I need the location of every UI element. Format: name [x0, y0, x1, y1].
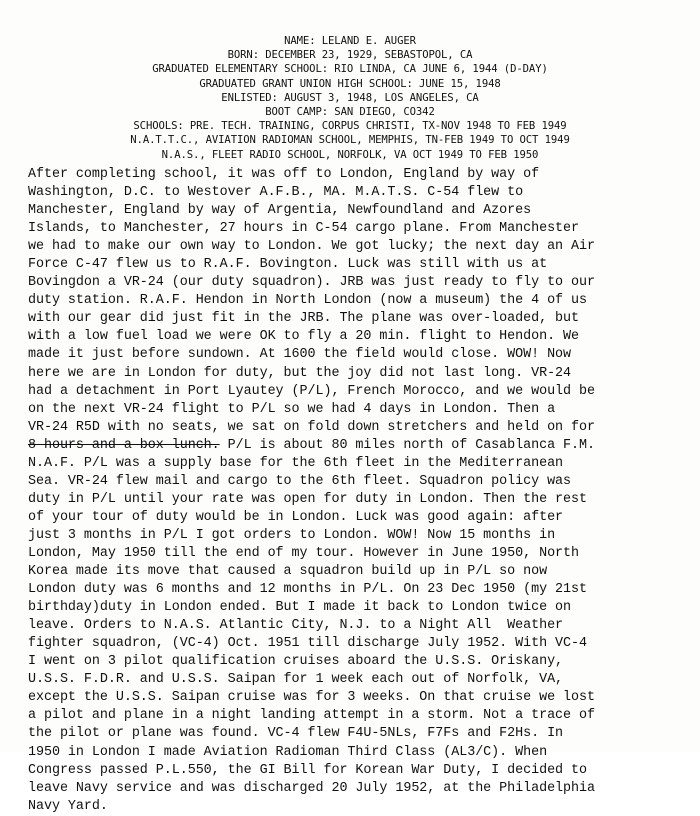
header-highschool-line: GRADUATED GRANT UNION HIGH SCHOOL: JUNE 15, 1948	[199, 77, 501, 90]
body-line: London, May 1950 till the end of my tour. However in June 1950, North	[28, 545, 580, 561]
body-line: London duty was 6 months and 12 months in P/L. On 23 Dec 1950 (my 21st	[28, 582, 587, 598]
body-line: Sea. VR-24 flew mail and cargo to the 6th fleet. Squadron policy was	[28, 473, 572, 489]
header-schools-line: SCHOOLS: PRE. TECH. TRAINING, CORPUS CHRISTI, TX-NOV 1948 TO FEB 1949	[133, 120, 567, 133]
body-line: U.S.S. F.D.R. and U.S.S. Saipan for 1 week each out of Norfolk, VA,	[28, 672, 564, 688]
body-line: 1950 in London I made Aviation Radioman Third Class (AL3/C). When	[28, 744, 548, 760]
body-line: with a low fuel load we were OK to fly a 20 min. flight to Hendon. We	[28, 329, 580, 345]
body-line: we had to make our own way to London. We got lucky; the next day an Air	[28, 239, 595, 255]
body-line: Washington, D.C. to Westover A.F.B., MA. M.A.T.S. C-54 flew to	[28, 185, 524, 201]
body-line: N.A.F. P/L was a supply base for the 6th fleet in the Mediterranean	[28, 455, 564, 471]
body-line: with our gear did just fit in the JRB. The plane was over-loaded, but	[28, 311, 580, 327]
body-line: VR-24 R5D with no seats, we sat on fold down stretchers and held on for	[28, 419, 595, 435]
body-line: Manchester, England by way of Argentia, Newfoundland and Azores	[28, 203, 532, 219]
header-bootcamp-line: BOOT CAMP: SAN DIEGO, CO342	[265, 106, 435, 119]
body-line: Force C-47 flew us to R.A.F. Bovington. Luck was still with us at	[28, 257, 548, 273]
header-nattc-line: N.A.T.T.C., AVIATION RADIOMAN SCHOOL, MEMPHIS, TN-FEB 1949 TO OCT 1949	[130, 134, 570, 147]
biographical-header	[0, 34, 700, 162]
body-line: Islands, to Manchester, 27 hours in C-54 cargo plane. From Manchester	[28, 221, 580, 237]
body-line: just 3 months in P/L I got orders to London. WOW! Now 15 months in	[28, 527, 556, 543]
body-line-struck	[28, 437, 700, 455]
body-line: Navy Yard.	[28, 798, 108, 814]
body-line: fighter squadron, (VC-4) Oct. 1951 till discharge July 1952. With VC-4	[28, 636, 587, 652]
struck-text: 8 hours and a box lunch.	[28, 437, 220, 453]
header-nas-line: N.A.S., FLEET RADIO SCHOOL, NORFOLK, VA OCT 1949 TO FEB 1950	[161, 148, 539, 161]
body-line: had a detachment in Port Lyautey (P/L), French Morocco, and we would be	[28, 383, 595, 399]
body-line: duty station. R.A.F. Hendon in North London (now a museum) the 4 of us	[28, 293, 587, 309]
struck-line-rest: P/L is about 80 miles north of Casablanca F.M.	[219, 437, 595, 453]
body-line: I went on 3 pilot qualification cruises aboard the U.S.S. Oriskany,	[28, 654, 564, 670]
body-line: birthday)duty in London ended. But I made it back to London twice on	[28, 600, 572, 616]
body-line: Congress passed P.L.550, the GI Bill for Korean War Duty, I decided to	[28, 762, 587, 778]
body-line: here we are in London for duty, but the joy did not last long. VR-24	[28, 365, 572, 381]
narrative-body	[28, 166, 700, 816]
body-line: except the U.S.S. Saipan cruise was for 3 weeks. On that cruise we lost	[28, 690, 595, 706]
body-line: of your tour of duty would be in London. Luck was good again: after	[28, 509, 564, 525]
body-line: on the next VR-24 flight to P/L so we had 4 days in London. Then a	[28, 401, 556, 417]
body-line: made it just before sundown. At 1600 the field would close. WOW! Now	[28, 347, 572, 363]
body-line: Bovingdon a VR-24 (our duty squadron). JRB was just ready to fly to our	[28, 275, 595, 291]
header-name-line: NAME: LELAND E. AUGER	[284, 35, 416, 47]
body-line: duty in P/L until your rate was open for duty in London. Then the rest	[28, 491, 587, 507]
body-line: After completing school, it was off to London, England by way of	[28, 167, 540, 182]
body-line: Korea made its move that caused a squadron build up in P/L so now	[28, 564, 548, 580]
header-enlisted-line: ENLISTED: AUGUST 3, 1948, LOS ANGELES, CA	[221, 91, 479, 104]
header-born-line: BORN: DECEMBER 23, 1929, SEBASTOPOL, CA	[227, 49, 473, 62]
body-line: leave. Orders to N.A.S. Atlantic City, N.J. to a Night All Weather	[28, 618, 564, 634]
body-line: the pilot or plane was found. VC-4 flew F4U-5NLs, F7Fs and F2Hs. In	[28, 726, 564, 742]
header-elementary-line: GRADUATED ELEMENTARY SCHOOL: RIO LINDA, CA JUNE 6, 1944 (D-DAY)	[152, 63, 548, 76]
body-line: leave Navy service and was discharged 20 July 1952, at the Philadelphia	[28, 780, 595, 796]
body-line: a pilot and plane in a night landing attempt in a storm. Not a trace of	[28, 708, 595, 724]
